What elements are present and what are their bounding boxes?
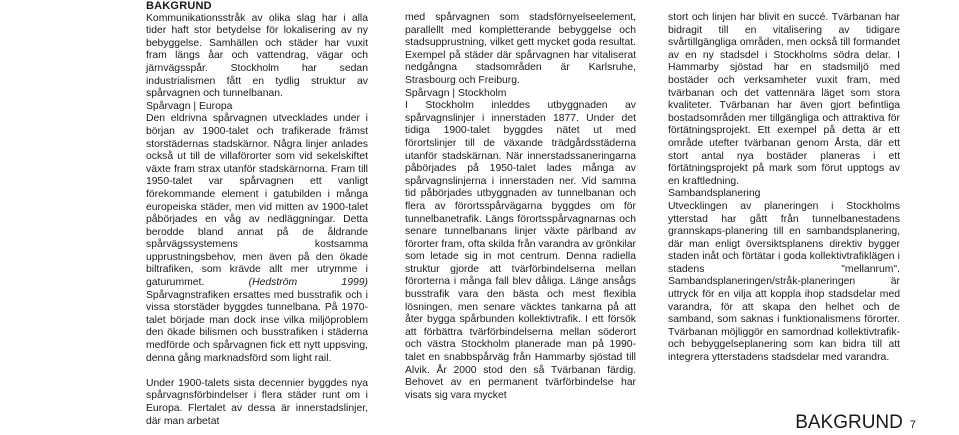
paragraph: Kommunikationsstråk av olika slag har i alla tider haft stor betydelse för lokalisering av ny bebyggelse. Samhällen och städer har vuxit fram längs åar och vattendrag, vägar och järnvägsspår. Stockholm har sedan industrialismen fått en tydlig struktur av spårvagnen och tunnelbanan. (146, 12, 368, 100)
citation: (Hedström 1999) (248, 277, 368, 289)
paragraph: I Stockholm inleddes utbyggnaden av spårvagnslinjer i innerstaden 1877. Under det tidiga 1900-talet byggdes nätet ut med förortslinjer till de växande trädgårdsstäderna utanför stadskärnan. När innerstadssaneringarna påbörjades på 1950-talet lades många av spårvagnslinjerna i innerstaden ner. Vid samma tid påbörjades utbyggnaden av tunnelbanan och flera av förortsspårvägarna byggdes om för tunnelbanetrafik. Längs förortsspårvagnarnas och senare tunnelbanans linjer växte pärlband av förorter fram, ofta skilda från varandra av grönkilar som letade sig in mot centrum. Denna radiella struktur gjorde att tvärförbindelserna mellan förorterna i många fall blev dåliga. Länge ansågs busstrafik vara den bästa och mest flexibla lösningen, men senare väcktes tankarna på att åter bygga spårbunden kollektivtrafik. I ett försök att förbättra tvärförbindelserna mellan söderort och västra Stockholm planerade man på 1990-talet en snabbspårväg från Hammarby sjöstad till Alvik. År 2000 stod den så Tvärbanan färdig. Behovet av en permanent tvärförbindelse har visats sig vara mycket (405, 100, 636, 401)
paragraph: med spårvagnen som stadsförnyelseelement, parallellt med kompletterande bebyggelse och stadsupprustning, vilket gett mycket goda resultat. Exempel på städer där spårvagnen har vitaliserat nedgångna stadsområden är Karlsruhe, Strasbourg och Freiburg. (405, 12, 636, 86)
text-column-3 (668, 12, 900, 365)
page-footer (795, 413, 916, 435)
section-heading: BAKGRUND (146, 0, 212, 12)
paragraph-text: Den eldrivna spårvagnen utvecklades under i början av 1900-talet och trafikerade främst storstädernas stadskärnor. Några linjer anlades också ut till de villaförorter som vid sekelskiftet växte fram strax utanför stadskärnorna. Fram till 1950-talet var spårvagnen ett vanligt förekommande element i gatubilden i många europeiska städer, men vid mitten av 1900-talet påbörjades en våg av nedläggningar. Detta berodde bland annat på de åldrande spårvägssystemens kostsamma upprustningsbehov, men även på den ökade biltrafiken, som krävde allt mer utrymme i gaturummet. (146, 113, 368, 289)
paragraph: Utvecklingen av planeringen i Stockholms ytterstad har gått från tunnelbanestadens grannskaps-planering till en sambandsplanering, där man enligt översiktsplanens direktiv bygger staden inåt och förtätar i goda kollektivtrafiklägen i stadens "mellanrum". Sambandsplaneringen/stråk-planeringen är uttryck för en vilja att koppla ihop stadsdelar med varandra, för att skapa den helhet och de samband, som saknas i funktionalismens förorter. Tvärbanan möjliggör en samordnad kollektivtrafik- och bebyggelseplanering som kan bidra till att integrera ytterstadens stadsdelar med varandra. (668, 200, 900, 364)
subheading: Sambandsplanering (668, 188, 761, 200)
paragraph-text: Spårvagnstrafiken ersattes med busstrafik och i vissa storstäder byggdes tunnelbana. På 1970-talet började man dock inse vilka miljöproblem den ökade bilismen och busstrafiken i städerna medförde och spårvagnen fick ett nytt uppsving, denna gång marknadsförd som light rail. (146, 289, 368, 364)
paragraph: Under 1900-talets sista decennier byggdes nya spårvagnsförbindelser i flera städer runt om i Europa. Flertalet av dessa är innerstadslinjer, där man arbetat (146, 377, 368, 427)
text-column-1 (146, 0, 368, 428)
paragraph (146, 113, 368, 365)
page-number: 7 (909, 419, 916, 431)
subheading: Spårvagn | Stockholm (405, 87, 507, 99)
text-column-2 (405, 12, 636, 402)
paragraph: stort och linjen har blivit en succé. Tvärbanan har bidragit till en vitalisering av tidigare svårtillgängliga områden, men också till formandet av en ny stadsdel i Stockholms södra delar. I Hammarby sjöstad har en stadsmiljö med bostäder och verksamheter vuxit fram, med tvärbanan och det vattennära läget som stora kvaliteter. Tvärbanan har även gjort befintliga bostadsområden mer tillgängliga och attraktiva för förtätningsprojekt. Ett exempel på detta är ett område utefter tvärbanan genom Årsta, där ett stort antal nya bostäder planeras i ett förtätningsprojekt på mark som förut upptogs av en kraftledning. (668, 12, 900, 187)
subheading: Spårvagn | Europa (146, 100, 233, 112)
footer-section-title: BAKGRUND (795, 412, 903, 433)
